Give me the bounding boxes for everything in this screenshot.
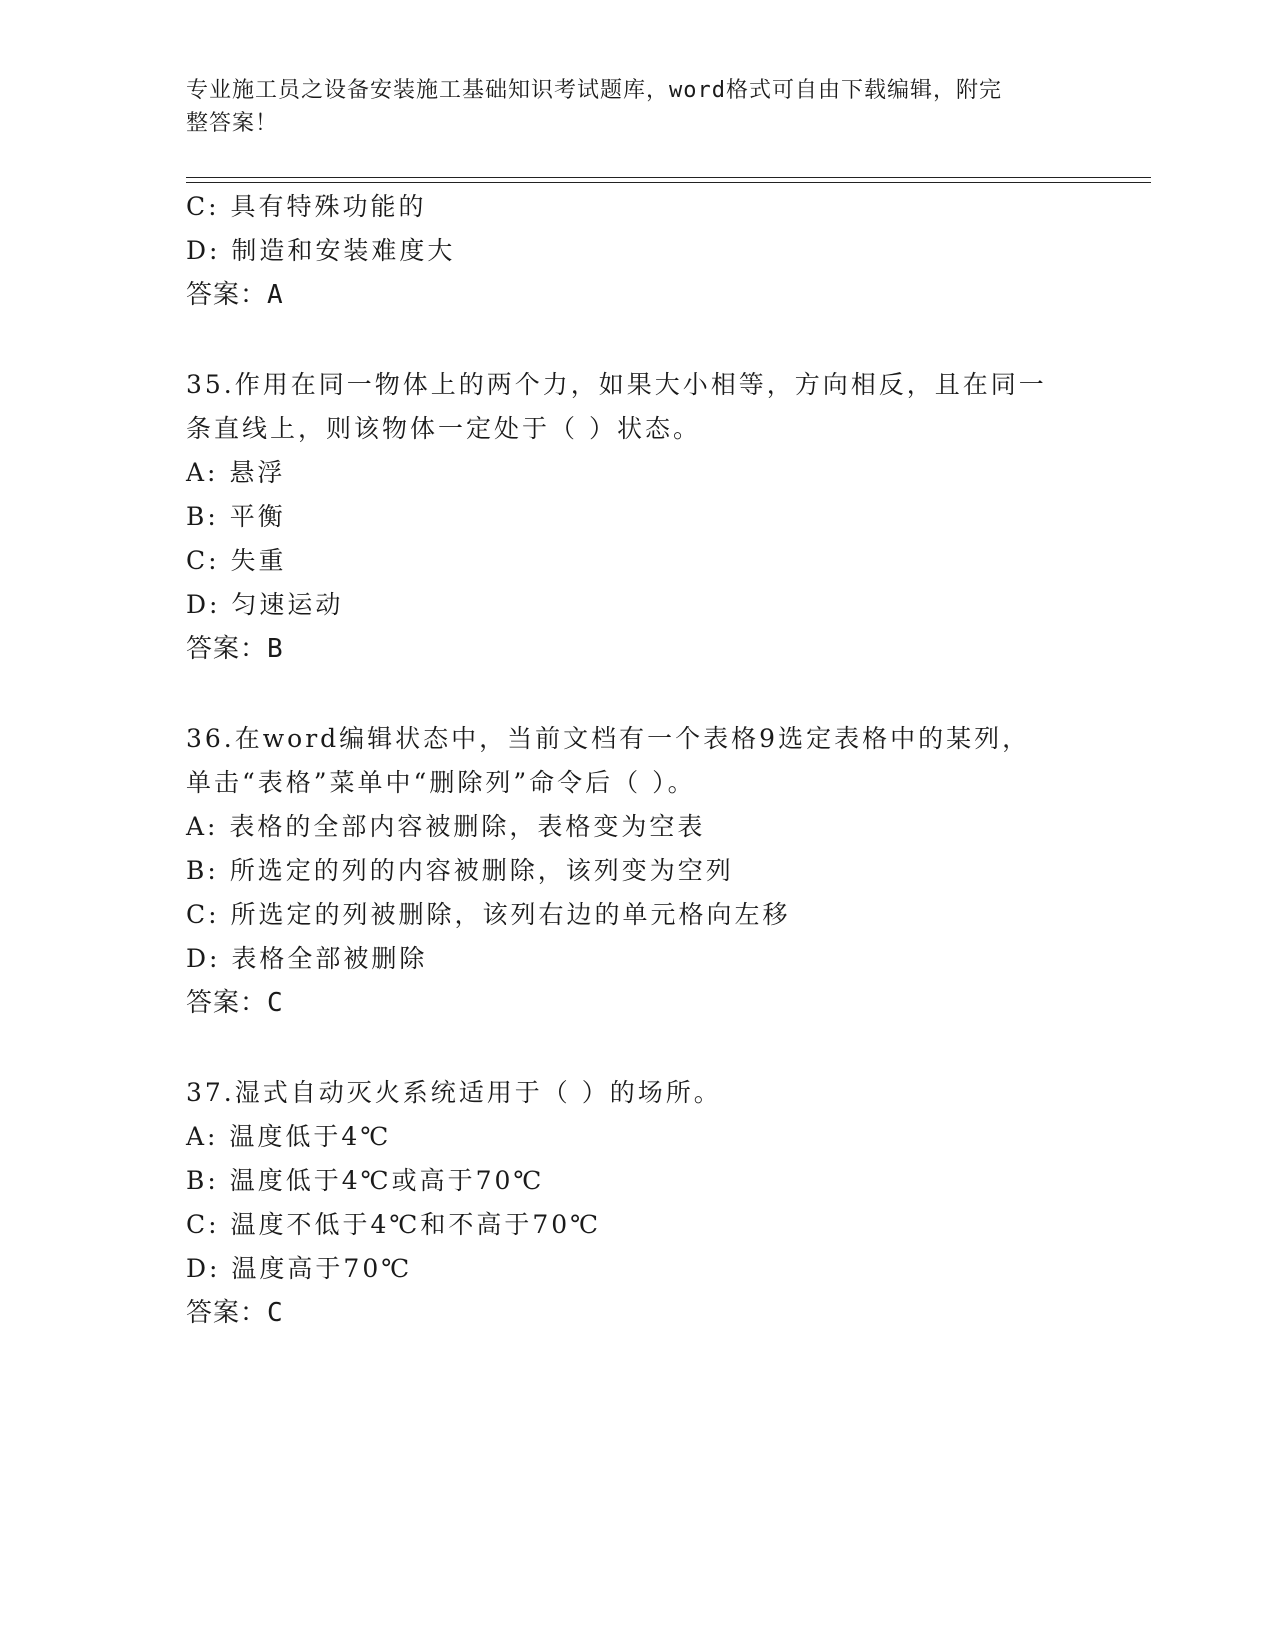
question-37-option-c: C: 温度不低于4℃和不高于70℃: [186, 1210, 602, 1239]
question-37-option-b: B: 温度低于4℃或高于70℃: [186, 1166, 545, 1195]
question-36-option-c: C: 所选定的列被删除，该列右边的单元格向左移: [186, 900, 791, 929]
header-line-1: 专业施工员之设备安装施工基础知识考试题库，word格式可自由下载编辑，附完: [186, 78, 1002, 103]
question-37-option-a: A: 温度低于4℃: [186, 1122, 392, 1151]
question-37-answer: 答案：C: [186, 1298, 284, 1328]
question-37-stem-line-1: 37.湿式自动灭火系统适用于（ ）的场所。: [186, 1078, 722, 1107]
document-header: [186, 74, 1066, 140]
question-36-option-a: A: 表格的全部内容被删除，表格变为空表: [186, 812, 706, 841]
question-36-option-b: B: 所选定的列的内容被删除，该列变为空列: [186, 856, 734, 885]
header-divider-bottom: [186, 182, 1151, 183]
question-35-option-c: C: 失重: [186, 546, 287, 575]
question-35-option-a: A: 悬浮: [186, 458, 286, 487]
question-35-option-b: B: 平衡: [186, 502, 286, 531]
header-line-2: 整答案！: [186, 111, 279, 136]
question-35-stem-line-1: 35.作用在同一物体上的两个力，如果大小相等，方向相反，且在同一: [186, 370, 1047, 399]
question-35-answer: 答案：B: [186, 634, 284, 664]
question-37-option-d: D: 温度高于70℃: [186, 1254, 413, 1283]
question-36-option-d: D: 表格全部被删除: [186, 944, 428, 973]
question-35-option-d: D: 匀速运动: [186, 590, 344, 619]
option-c: C: 具有特殊功能的: [186, 192, 427, 221]
question-36-stem-line-2: 单击“表格”菜单中“删除列”命令后（ ）。: [186, 768, 696, 797]
header-divider-top: [186, 177, 1151, 178]
answer-line: 答案：A: [186, 280, 284, 310]
question-36-stem-line-1: 36.在word编辑状态中，当前文档有一个表格9选定表格中的某列，: [186, 724, 1031, 753]
question-35-stem-line-2: 条直线上，则该物体一定处于（ ）状态。: [186, 414, 701, 443]
question-36-answer: 答案：C: [186, 988, 284, 1018]
option-d: D: 制造和安装难度大: [186, 236, 456, 265]
